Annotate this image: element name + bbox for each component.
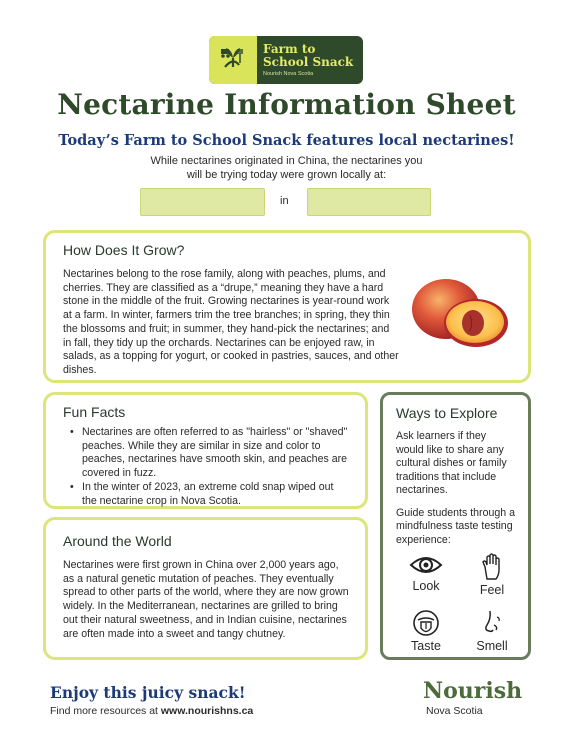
around-world-body: Nectarines were first grown in China over 2,000 years ago, as a natural genetic mutation of peaches. They eventually spread to other parts of the world, where they are now grown widely. In the Mediterranean, nectarines are grilled to bring out their natural sweetness, and in Indian cuisine, nectarines are often made into a sweet and tangy chutney.: [63, 559, 349, 640]
senses-grid: [396, 553, 516, 663]
hand-icon: [480, 553, 504, 581]
resources-line: [50, 705, 253, 717]
nourish-logo: Nourish: [423, 678, 523, 704]
enjoy-heading: Enjoy this juicy snack!: [50, 683, 246, 702]
fun-facts-section: [43, 392, 368, 509]
farm-logo-icon: [209, 36, 257, 84]
sense-label: Feel: [479, 583, 505, 597]
intro-line-2: will be trying today were grown locally at:: [186, 169, 387, 181]
page-title: Nectarine Information Sheet: [57, 88, 516, 121]
farm-to-school-logo: [209, 36, 363, 84]
nourish-logo-subtitle: Nova Scotia: [426, 705, 483, 717]
resources-prefix: Find more resources at: [50, 705, 161, 717]
eye-icon: [409, 553, 443, 577]
fun-facts-list: [63, 426, 351, 508]
sense-label: Smell: [476, 639, 508, 653]
nectarine-image: [404, 273, 514, 351]
how-grow-heading: How Does It Grow?: [63, 242, 185, 258]
ways-to-explore-section: [380, 392, 531, 660]
ways-paragraph-1: Ask learners if they would like to share any cultural dishes or family traditions that include nectarines.: [396, 430, 507, 496]
sense-label: Taste: [411, 639, 441, 653]
sense-label: Look: [412, 579, 440, 593]
farm-name-field[interactable]: [140, 188, 265, 216]
how-grow-body: Nectarines belong to the rose family, along with peaches, plums, and cherries. They are classified as a “drupe,” meaning they have a hard stone in the middle of the fruit. Growing nectarines is year-round work at a farm. In winter, farmers trim the tree branches; in spring, they thin the blossoms and fruit; in summer, they hand-pick the nectarines; and in fall, they tidy up the orchards. Nectarines can be enjoyed raw, in salads, as a topping for yogurt, or cooked in pastries, sauces, and other dishes.: [63, 268, 399, 376]
nose-icon: [481, 609, 503, 637]
ways-paragraph-2: Guide students through a mindfulness taste testing experience:: [396, 506, 515, 546]
logo-title-line2: School Snack: [263, 55, 354, 69]
fun-fact-item: • Nectarines are often referred to as "hairless" or "shaved" peaches. While they are similar in size and color to peaches, nectarines have smooth skin, and peaches are covered in fuzz.: [63, 426, 351, 481]
ways-heading: Ways to Explore: [396, 405, 498, 421]
logo-text: [257, 43, 353, 77]
how-does-it-grow-section: [43, 230, 531, 383]
sense-smell: [462, 609, 522, 653]
tongue-icon: [412, 609, 440, 637]
resources-link[interactable]: www.nourishns.ca: [160, 705, 254, 717]
around-world-heading: Around the World: [63, 533, 172, 549]
logo-subtitle: Nourish Nova Scotia: [263, 71, 314, 77]
logo-title-line1: Farm to: [263, 42, 316, 56]
intro-line-1: While nectarines originated in China, the nectarines you: [150, 155, 423, 167]
page-subtitle: Today’s Farm to School Snack features local nectarines!: [58, 132, 515, 149]
fun-fact-item: • In the winter of 2023, an extreme cold snap wiped out the nectarine crop in Nova Scotia.: [63, 481, 351, 508]
around-the-world-section: [43, 517, 368, 660]
in-label: in: [280, 195, 289, 207]
sense-taste: [396, 609, 456, 653]
location-field[interactable]: [307, 188, 431, 216]
sense-look: [396, 553, 456, 593]
sense-feel: [462, 553, 522, 597]
fun-facts-heading: Fun Facts: [63, 404, 126, 420]
intro-text: [120, 154, 453, 182]
